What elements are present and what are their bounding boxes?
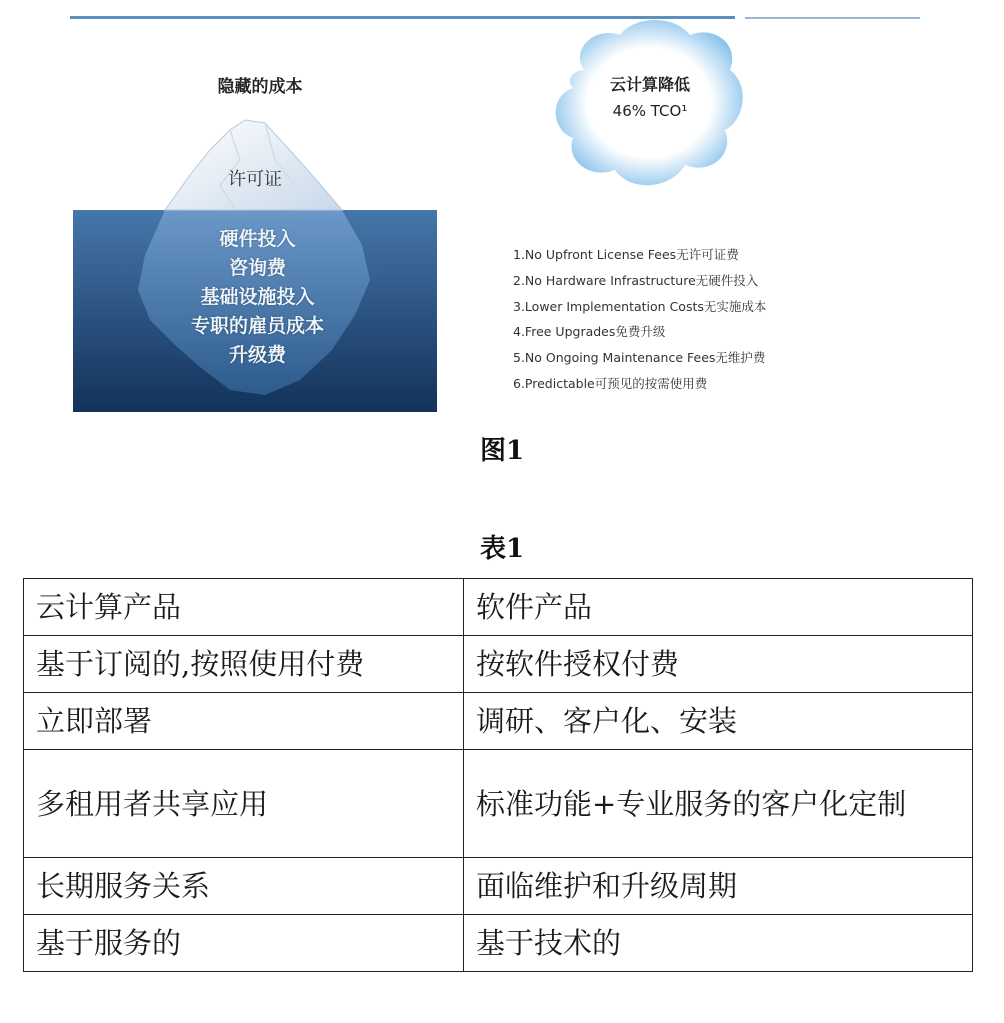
- cloud-value: 46% TCO¹: [612, 102, 688, 120]
- table-cell: 云计算产品: [24, 579, 464, 636]
- hidden-cost-item: 咨询费: [228, 257, 286, 279]
- table-cell: 按软件授权付费: [464, 636, 973, 693]
- table-row: [24, 579, 973, 636]
- table-caption: 表1: [479, 534, 525, 564]
- benefit-item: 4.Free Upgrades免费升级: [513, 324, 666, 340]
- table-cell: 基于服务的: [24, 915, 464, 972]
- benefit-item: 6.Predictable可预见的按需使用费: [513, 375, 708, 391]
- table-row: [24, 915, 973, 972]
- table-cell: 立即部署: [24, 693, 464, 750]
- divider-line: [745, 17, 920, 19]
- table-cell: 基于订阅的,按照使用付费: [24, 636, 464, 693]
- iceberg-title: 隐藏的成本: [217, 77, 303, 97]
- cloud-title: 云计算降低: [609, 75, 690, 94]
- table-cell: 长期服务关系: [24, 858, 464, 915]
- hidden-cost-item: 专职的雇员成本: [190, 315, 324, 337]
- table-cell: 调研、客户化、安装: [464, 693, 973, 750]
- figure-caption: 图1: [479, 436, 525, 466]
- table-cell: 标准功能+专业服务的客户化定制: [464, 750, 973, 858]
- iceberg-above-label: 许可证: [228, 169, 282, 190]
- benefit-item: 5.No Ongoing Maintenance Fees无维护费: [513, 350, 766, 366]
- table-cell: 面临维护和升级周期: [464, 858, 973, 915]
- benefits-list: [513, 242, 933, 397]
- iceberg-below-labels: [150, 225, 365, 370]
- figure-1: [70, 10, 930, 415]
- table-row: [24, 693, 973, 750]
- benefit-item: 3.Lower Implementation Costs无实施成本: [513, 298, 767, 314]
- table-cell: 多租用者共享应用: [24, 750, 464, 858]
- benefit-item: 1.No Upfront License Fees无许可证费: [513, 247, 739, 262]
- comparison-table: [23, 578, 973, 972]
- hidden-cost-item: 基础设施投入: [200, 286, 315, 308]
- hidden-cost-item: 升级费: [228, 344, 286, 366]
- hidden-cost-item: 硬件投入: [219, 228, 296, 250]
- table-row: [24, 858, 973, 915]
- benefit-item: 2.No Hardware Infrastructure无硬件投入: [513, 272, 759, 288]
- table-row: [24, 636, 973, 693]
- table-cell: 软件产品: [464, 579, 973, 636]
- table-row: [24, 750, 973, 858]
- table-cell: 基于技术的: [464, 915, 973, 972]
